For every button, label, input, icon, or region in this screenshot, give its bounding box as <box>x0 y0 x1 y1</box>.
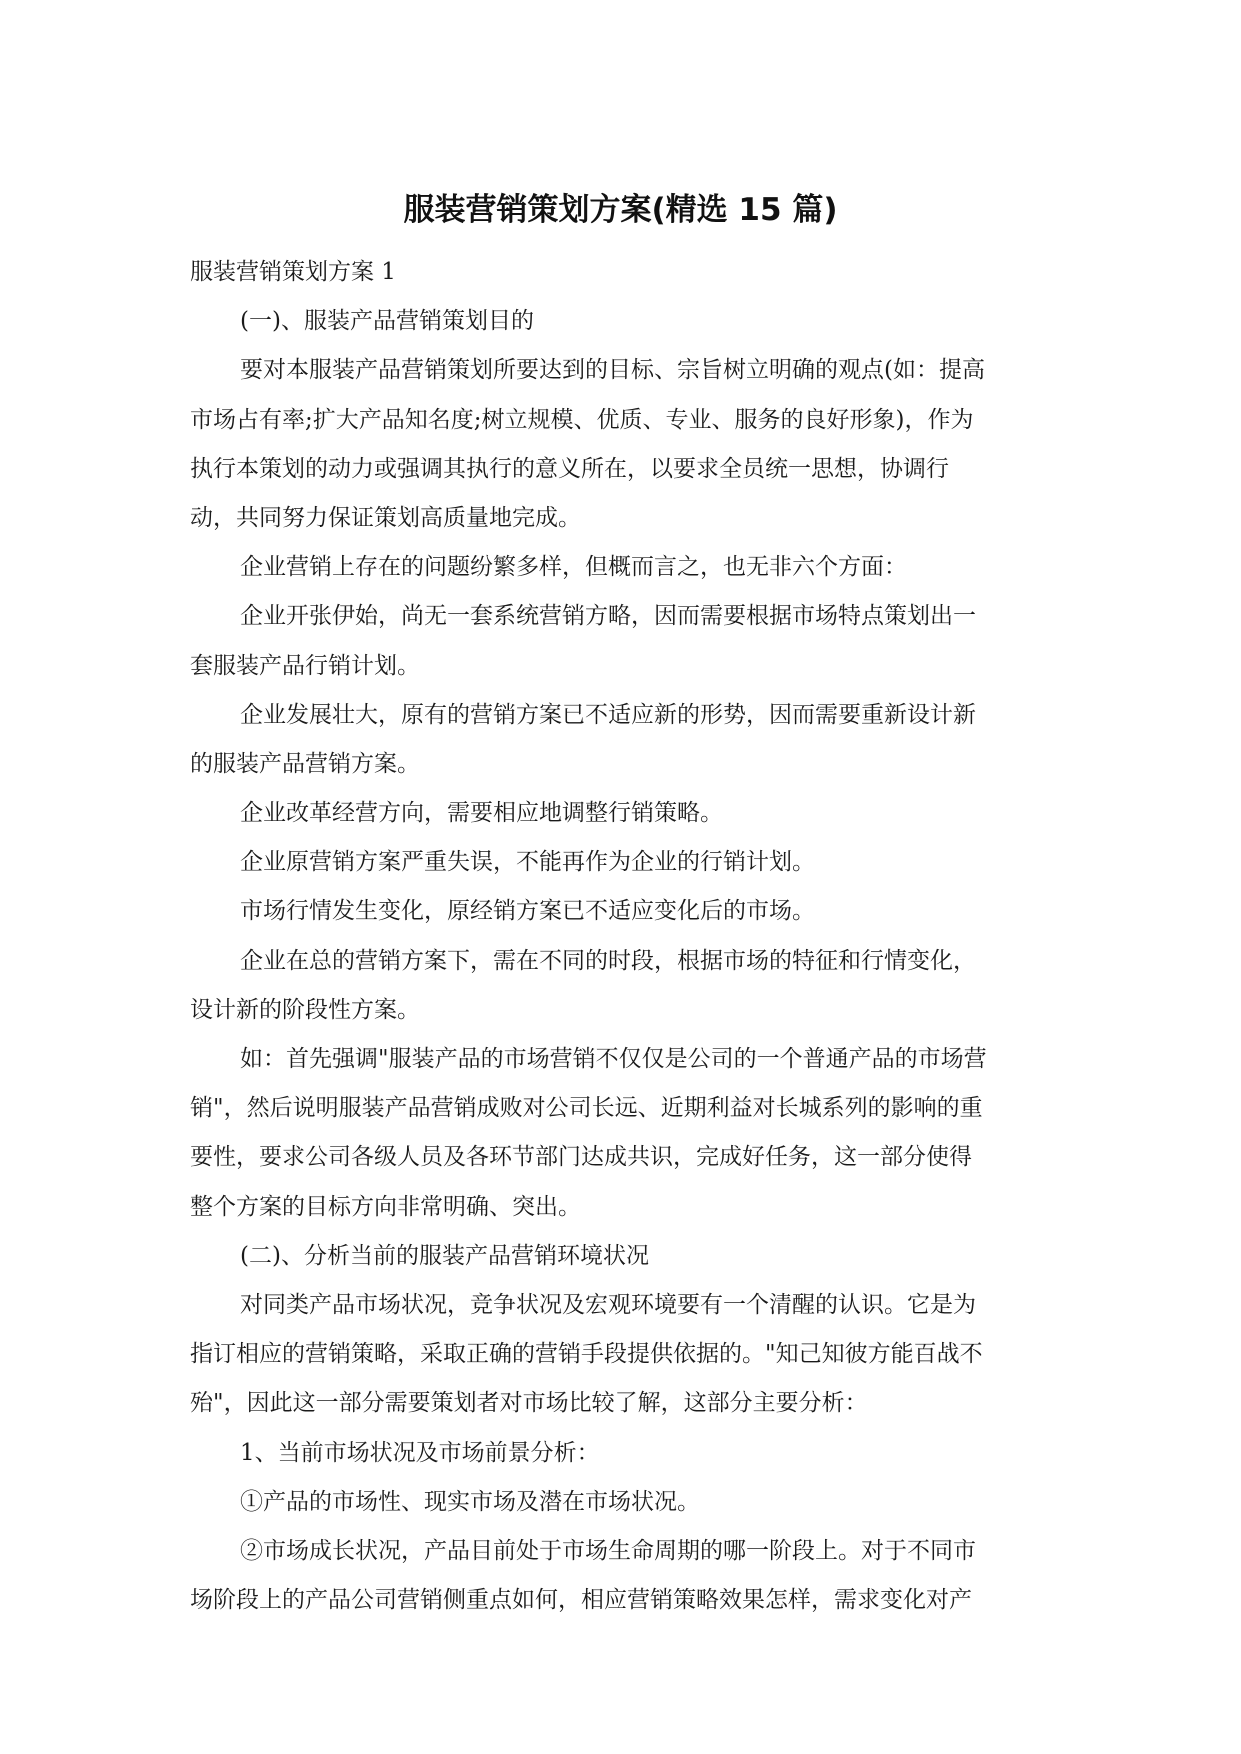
paragraph-line: 服装营销策划方案 1 <box>190 259 396 285</box>
paragraph-line: ②市场成长状况，产品目前处于市场生命周期的哪一阶段上。对于不同市 <box>240 1537 976 1564</box>
paragraph-line: 企业开张伊始，尚无一套系统营销方略，因而需要根据市场特点策划出一 <box>240 603 976 630</box>
paragraph-line: 对同类产品市场状况，竞争状况及宏观环境要有一个清醒的认识。它是为 <box>240 1291 976 1318</box>
paragraph-line: 如：首先强调"服装产品的市场营销不仅仅是公司的一个普通产品的市场营 <box>240 1046 987 1072</box>
paragraph-line: 市场行情发生变化，原经销方案已不适应变化后的市场。 <box>240 898 815 925</box>
paragraph-line: 场阶段上的产品公司营销侧重点如何，相应营销策略效果怎样，需求变化对产 <box>190 1587 972 1614</box>
paragraph-line: 套服装产品行销计划。 <box>190 652 420 679</box>
paragraph-line: 销"，然后说明服装产品营销成败对公司长远、近期利益对长城系列的影响的重 <box>190 1095 983 1122</box>
paragraph-line: 要对本服装产品营销策划所要达到的目标、宗旨树立明确的观点(如：提高 <box>240 357 985 384</box>
paragraph-line: 设计新的阶段性方案。 <box>190 996 420 1023</box>
paragraph-line: 市场占有率;扩大产品知名度;树立规模、优质、专业、服务的良好形象)，作为 <box>190 406 974 433</box>
document-title: 服装营销策划方案(精选 15 篇) <box>403 192 838 228</box>
paragraph-line: 执行本策划的动力或强调其执行的意义所在，以要求全员统一思想，协调行 <box>190 455 949 482</box>
paragraph-line: 整个方案的目标方向非常明确、突出。 <box>190 1193 581 1220</box>
document-body <box>190 248 1056 1625</box>
paragraph-line: (二)、分析当前的服装产品营销环境状况 <box>240 1242 649 1269</box>
paragraph-line: 动，共同努力保证策划高质量地完成。 <box>190 504 581 531</box>
paragraph-line: 企业原营销方案严重失误，不能再作为企业的行销计划。 <box>240 849 815 876</box>
paragraph-line: ①产品的市场性、现实市场及潜在市场状况。 <box>240 1488 700 1515</box>
paragraph-line: (一)、服装产品营销策划目的 <box>240 308 534 335</box>
paragraph-line: 的服装产品营销方案。 <box>190 750 420 777</box>
paragraph-line: 企业营销上存在的问题纷繁多样，但概而言之，也无非六个方面： <box>240 554 907 581</box>
paragraph-line: 指订相应的营销策略，采取正确的营销手段提供依据的。"知己知彼方能百战不 <box>190 1341 983 1368</box>
paragraph-line: 企业在总的营销方案下，需在不同的时段，根据市场的特征和行情变化， <box>240 947 976 974</box>
paragraph-line: 企业改革经营方向，需要相应地调整行销策略。 <box>240 800 723 827</box>
paragraph-line: 1、当前市场状况及市场前景分析： <box>240 1439 600 1466</box>
paragraph-line: 殆"，因此这一部分需要策划者对市场比较了解，这部分主要分析： <box>190 1390 868 1417</box>
paragraph-line: 要性，要求公司各级人员及各环节部门达成共识，完成好任务，这一部分使得 <box>190 1144 972 1171</box>
paragraph-line: 企业发展壮大，原有的营销方案已不适应新的形势，因而需要重新设计新 <box>240 701 976 728</box>
